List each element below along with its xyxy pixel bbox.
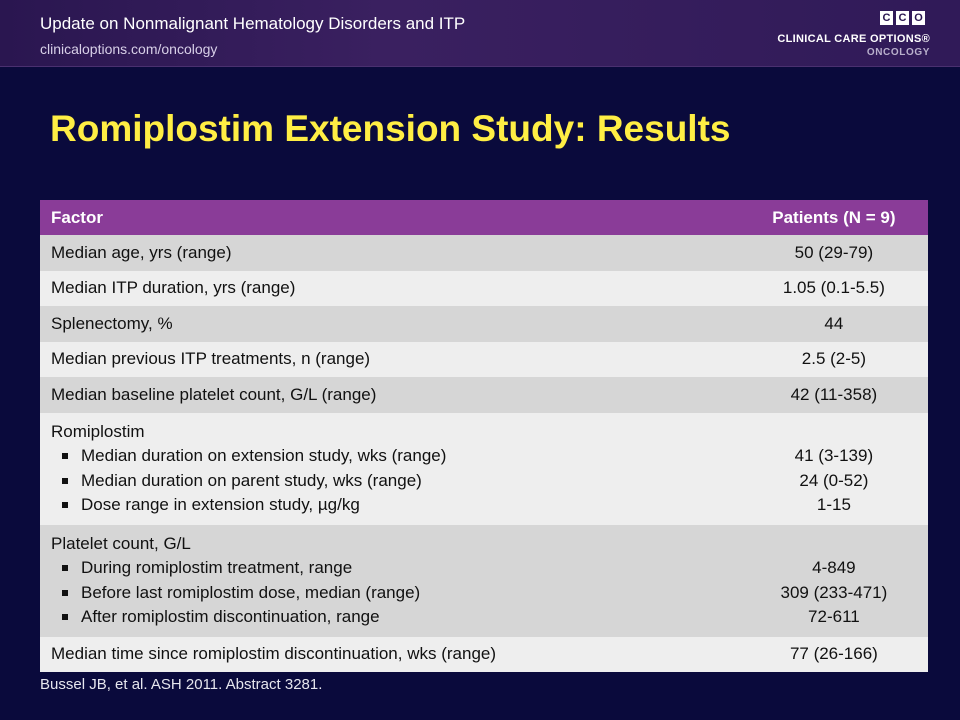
factor-cell: Median age, yrs (range) [40,235,571,271]
sub-value: 1-15 [816,495,851,514]
logo-letter: C [896,11,909,25]
sub-item: Before last romiplostim dose, median (range) [51,581,560,606]
value-cell: 2.5 (2-5) [571,342,928,378]
sub-value: 309 (233-471) [780,582,888,602]
group-heading: Romiplostim [51,421,145,441]
table-row [40,377,928,413]
value-cell: 50 (29-79) [571,235,928,271]
cco-logo [880,11,925,25]
header-bar [0,0,960,67]
slide-title: Romiplostim Extension Study: Results [50,108,731,149]
sub-item: Median duration on parent study, wks (range) [51,469,560,494]
factor-cell: Splenectomy, % [40,306,571,342]
header-url: clinicaloptions.com/oncology [40,41,218,57]
table-row [40,637,928,673]
sub-value: 72-611 [808,607,860,626]
factor-group-cell [40,413,571,525]
table-row-group [40,413,928,525]
factor-cell: Median baseline platelet count, G/L (range) [40,377,571,413]
logo-letter: O [912,11,925,25]
column-header-patients: Patients (N = 9) [571,200,928,235]
table-row-group [40,525,928,637]
value-cell: 77 (26-166) [571,637,928,673]
sub-value: 41 (3-139) [794,446,874,465]
sub-item: After romiplostim discontinuation, range [51,605,560,630]
factor-cell: Median previous ITP treatments, n (range) [40,342,571,378]
sub-item: Median duration on extension study, wks (range) [51,444,560,469]
logo-letter: C [880,11,893,25]
results-table [40,200,928,672]
table-header-row [40,200,928,235]
value-group-cell [571,525,928,637]
column-header-factor: Factor [40,200,571,235]
sub-value: 4-849 [812,558,856,577]
table-row [40,271,928,307]
value-cell: 44 [571,306,928,342]
table-row [40,306,928,342]
factor-cell: Median time since romiplostim discontinuation, wks (range) [40,637,571,673]
table-row [40,235,928,271]
value-cell: 42 (11-358) [571,377,928,413]
sub-item: Dose range in extension study, µg/kg [51,493,560,518]
value-cell: 1.05 (0.1-5.5) [571,271,928,307]
value-group-cell [571,413,928,525]
header-title: Update on Nonmalignant Hematology Disorders and ITP [40,14,466,33]
citation: Bussel JB, et al. ASH 2011. Abstract 3281. [40,676,323,693]
sub-item: During romiplostim treatment, range [51,556,560,581]
group-heading: Platelet count, G/L [51,533,191,553]
sub-value: 24 (0-52) [799,470,869,490]
factor-cell: Median ITP duration, yrs (range) [40,271,571,307]
table-row [40,342,928,378]
factor-group-cell [40,525,571,637]
logo-text: CLINICAL CARE OPTIONS® [777,33,930,45]
logo-subtext: ONCOLOGY [866,47,930,58]
